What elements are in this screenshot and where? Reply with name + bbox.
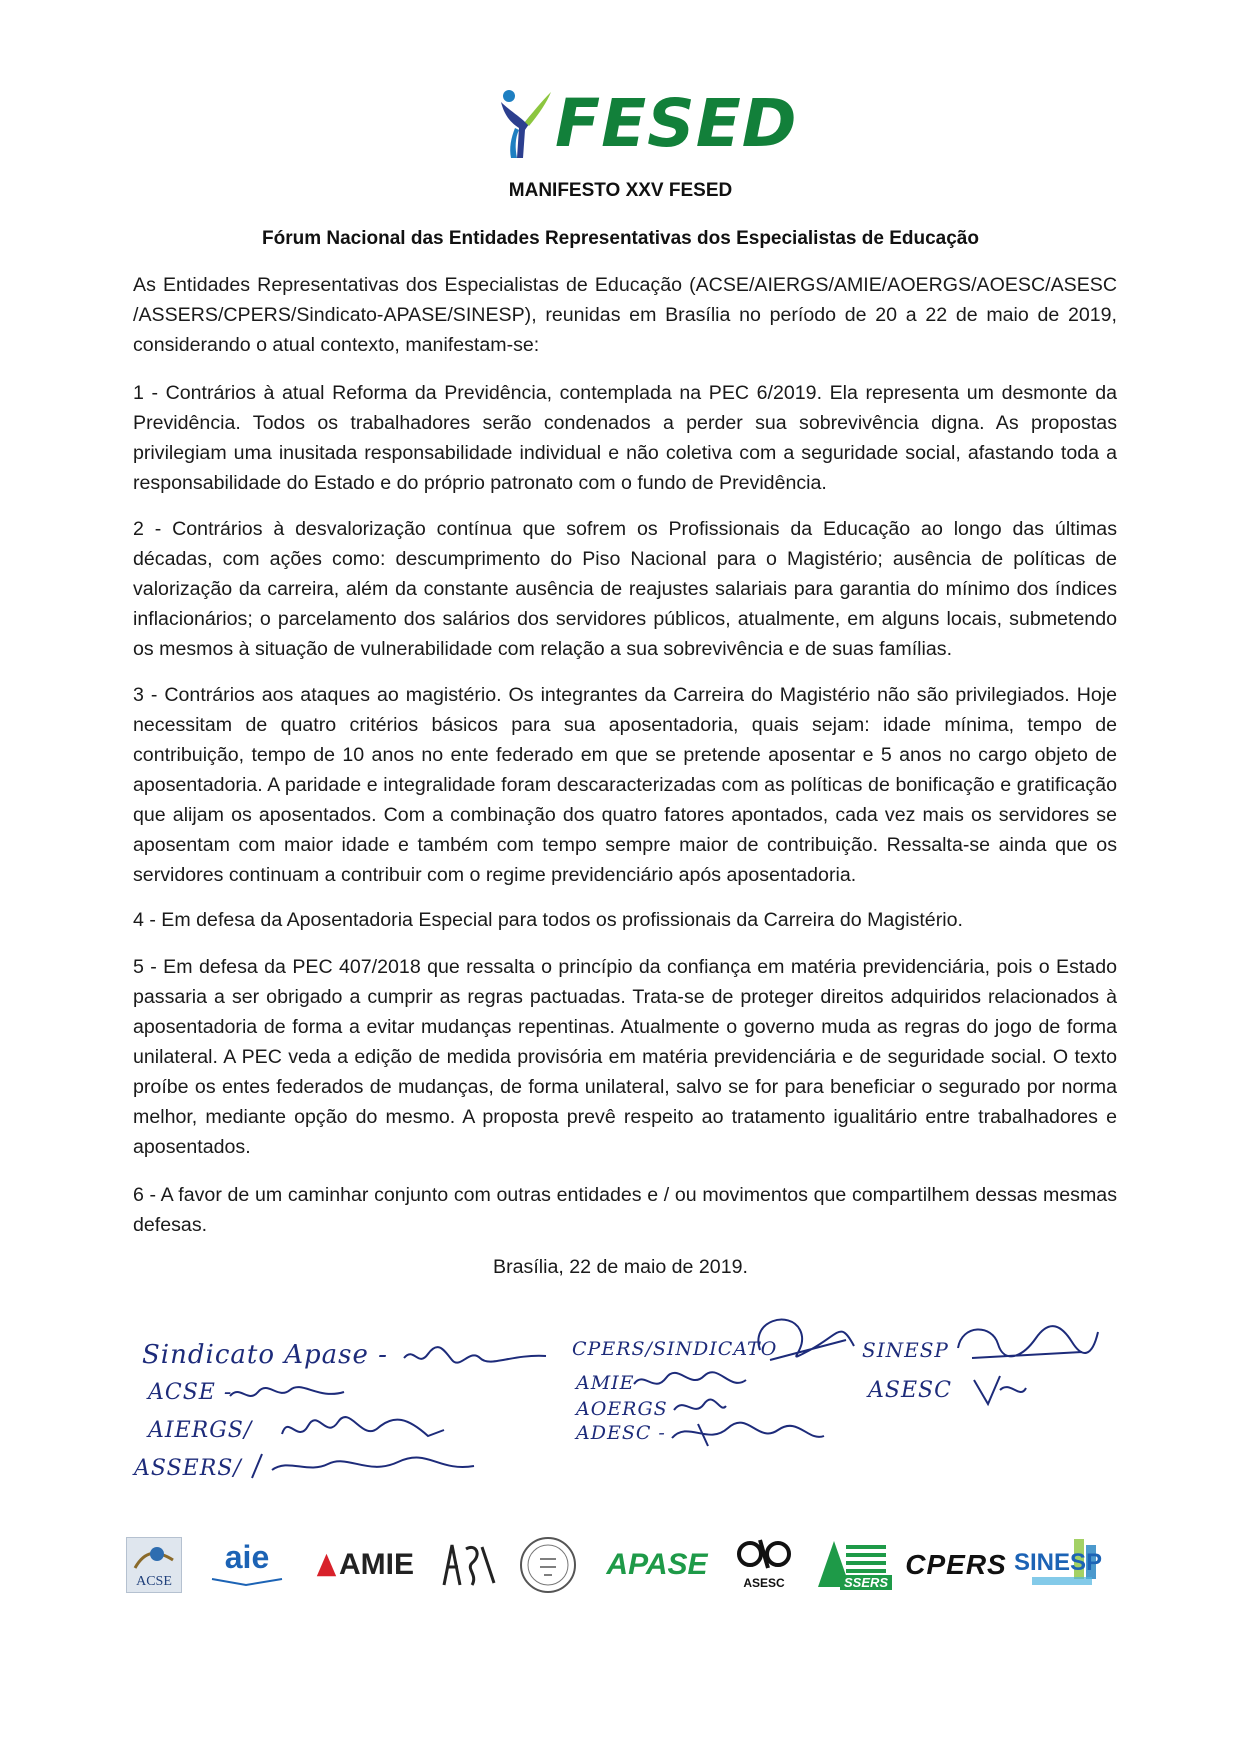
page-title: MANIFESTO XXV FESED bbox=[508, 180, 733, 201]
fesed-logo bbox=[495, 85, 798, 162]
logo-cpers bbox=[905, 1535, 1007, 1595]
paragraph-6: 6 - A favor de um caminhar conjunto com outras entidades e / ou movimentos que compartilhem dessas mesmas defesas. bbox=[133, 1184, 1117, 1236]
fesed-wordmark: FESED bbox=[555, 85, 798, 162]
signature-aiergs-label: AIERGS/ bbox=[148, 1418, 253, 1443]
aoergs-script-icon bbox=[436, 1535, 500, 1595]
logo-amie bbox=[316, 1535, 414, 1595]
signature-cpers-scrawl bbox=[750, 1310, 860, 1370]
signature-aiergs-scrawl bbox=[278, 1410, 448, 1450]
aie-book-icon bbox=[206, 1575, 288, 1589]
acse-emblem-icon bbox=[127, 1540, 181, 1574]
signature-aoergs-label: AOERGS bbox=[576, 1398, 668, 1420]
dateline: Brasília, 22 de maio de 2019. bbox=[493, 1256, 748, 1278]
signature-asesc-label: ASESC bbox=[868, 1378, 952, 1403]
logo-acse bbox=[126, 1535, 182, 1595]
member-logos-row bbox=[120, 1535, 1120, 1605]
paragraph-5: 5 - Em defesa da PEC 407/2018 que ressalta o princípio da confiança em matéria previdenciária, pois o Estado passaria a ser obrigado a cumprir as regras pactuadas. Trata-se de proteger direitos adquiridos relacionados à aposentadoria de forma a evitar mudanças repentinas. Atualmente o governo muda as regras do jogo de forma unilateral. A PEC veda a edição de medida provisória em matéria previdenciária e de seguridade social. O texto proíbe os entes federados de mudanças, de forma unilateral, salvo se for para beneficiar o segurado por norma melhor, mediante opção do mesmo. A proposta prevê respeito ao tratamento igualitário entre trabalhadores e aposentados. bbox=[133, 956, 1117, 1158]
paragraph-2: 2 - Contrários à desvalorização contínua que sofrem os Profissionais da Educação ao longo das últimas décadas, com ações como: descumprimento do Piso Nacional para o Magistério; ausência de políticas de valorização da carreira, além da constante ausência de reajustes salariais para garantia do mínimo dos índices inflacionários; o parcelamento dos salários dos servidores públicos, atualmente, em alguns locais, submetendo os mesmos à situação de vulnerabilidade com relação a sua sobrevivência e de suas famílias. bbox=[133, 518, 1117, 660]
signature-apase-scrawl bbox=[400, 1340, 550, 1374]
paragraph-1: 1 - Contrários à atual Reforma da Previdência, contemplada na PEC 6/2019. Ela representa um desmonte da Previdência. Todos os trabalhadores serão condenados a perder sua sobrevivência digna. As propostas privilegiam uma inusitada responsabilidade individual e não coletiva com a seguridade social, afastando toda a responsabilidade do Estado e do próprio patronato com o fundo de Previdência. bbox=[133, 382, 1117, 494]
apase-logo-text: APASE bbox=[606, 1548, 708, 1581]
logo-sinesp bbox=[1014, 1535, 1110, 1595]
logo-apase bbox=[602, 1535, 712, 1595]
paragraph-3: 3 - Contrários aos ataques ao magistério. Os integrantes da Carreira do Magistério não são privilegiados. Hoje necessitam de quatro critérios básicos para sua aposentadoria, quais sejam: idade mínima, tempo de contribuição, tempo de 10 anos no ente federado em que se pretende aposentar e 5 anos no cargo objeto de aposentadoria. A paridade e integralidade foram descaracterizadas com as políticas de bonificação e gratificação que alijam os aposentados. Com a combinação dos quatro fatores apontados, cada vez mais os servidores se aposentam com maior idade e também com tempo sempre maior de contribuição. Ressalta-se ainda que os servidores continuam a contribuir com o regime previdenciário após aposentadoria. bbox=[133, 684, 1117, 886]
signature-cpers-label: CPERS/SINDICATO bbox=[572, 1338, 778, 1360]
fesed-figure-icon bbox=[495, 88, 557, 160]
signature-sinesp-label: SINESP bbox=[862, 1338, 949, 1362]
aoesc-seal-icon bbox=[518, 1535, 578, 1595]
intro-paragraph: As Entidades Representativas dos Especialistas de Educação (ACSE/AIERGS/AMIE/AOERGS/AOESC/ASESC /ASSERS/CPERS/Sindicato-APASE/SINESP), reunidas em Brasília no período de 20 a 22 de maio de 2019, considerando o atual contexto, manifestam-se: bbox=[133, 274, 1117, 356]
logo-aie bbox=[206, 1535, 288, 1595]
logo-aoergs bbox=[436, 1535, 500, 1595]
signature-assers-label: ASSERS/ bbox=[134, 1456, 242, 1481]
signature-amie-scrawl bbox=[630, 1366, 750, 1396]
asesc-mark-icon bbox=[736, 1536, 792, 1572]
signature-amie-label: AMIE bbox=[576, 1372, 635, 1394]
aie-logo-text: aie bbox=[224, 1539, 270, 1575]
cpers-logo-text: CPERS bbox=[905, 1549, 1007, 1580]
signature-asesc-scrawl bbox=[970, 1370, 1030, 1410]
amie-logo-text: AMIE bbox=[339, 1548, 414, 1581]
logo-assers bbox=[816, 1535, 888, 1595]
asesc-logo-text: ASESC bbox=[743, 1576, 785, 1590]
sinesp-logo-text: SINESP bbox=[1014, 1549, 1103, 1576]
logo-aoesc bbox=[518, 1535, 578, 1595]
signature-apase-label: Sindicato Apase - bbox=[142, 1340, 388, 1370]
signature-sinesp-scrawl bbox=[952, 1318, 1102, 1368]
signature-assers-scrawl bbox=[248, 1448, 478, 1484]
logo-asesc bbox=[736, 1535, 792, 1595]
acse-logo-text: ACSE bbox=[136, 1574, 172, 1589]
signature-adesc-scrawl bbox=[668, 1416, 828, 1450]
paragraph-4: 4 - Em defesa da Aposentadoria Especial para todos os profissionais da Carreira do Magistério. bbox=[133, 909, 963, 931]
assers-logo-text: SSERS bbox=[840, 1575, 892, 1590]
page-subtitle: Fórum Nacional das Entidades Representativas dos Especialistas de Educação bbox=[262, 228, 979, 249]
signature-adesc-label: ADESC - bbox=[576, 1422, 666, 1444]
amie-triangle-icon bbox=[316, 1549, 337, 1581]
signature-acse-label: ACSE - bbox=[148, 1380, 233, 1405]
signature-acse-scrawl bbox=[228, 1378, 348, 1408]
